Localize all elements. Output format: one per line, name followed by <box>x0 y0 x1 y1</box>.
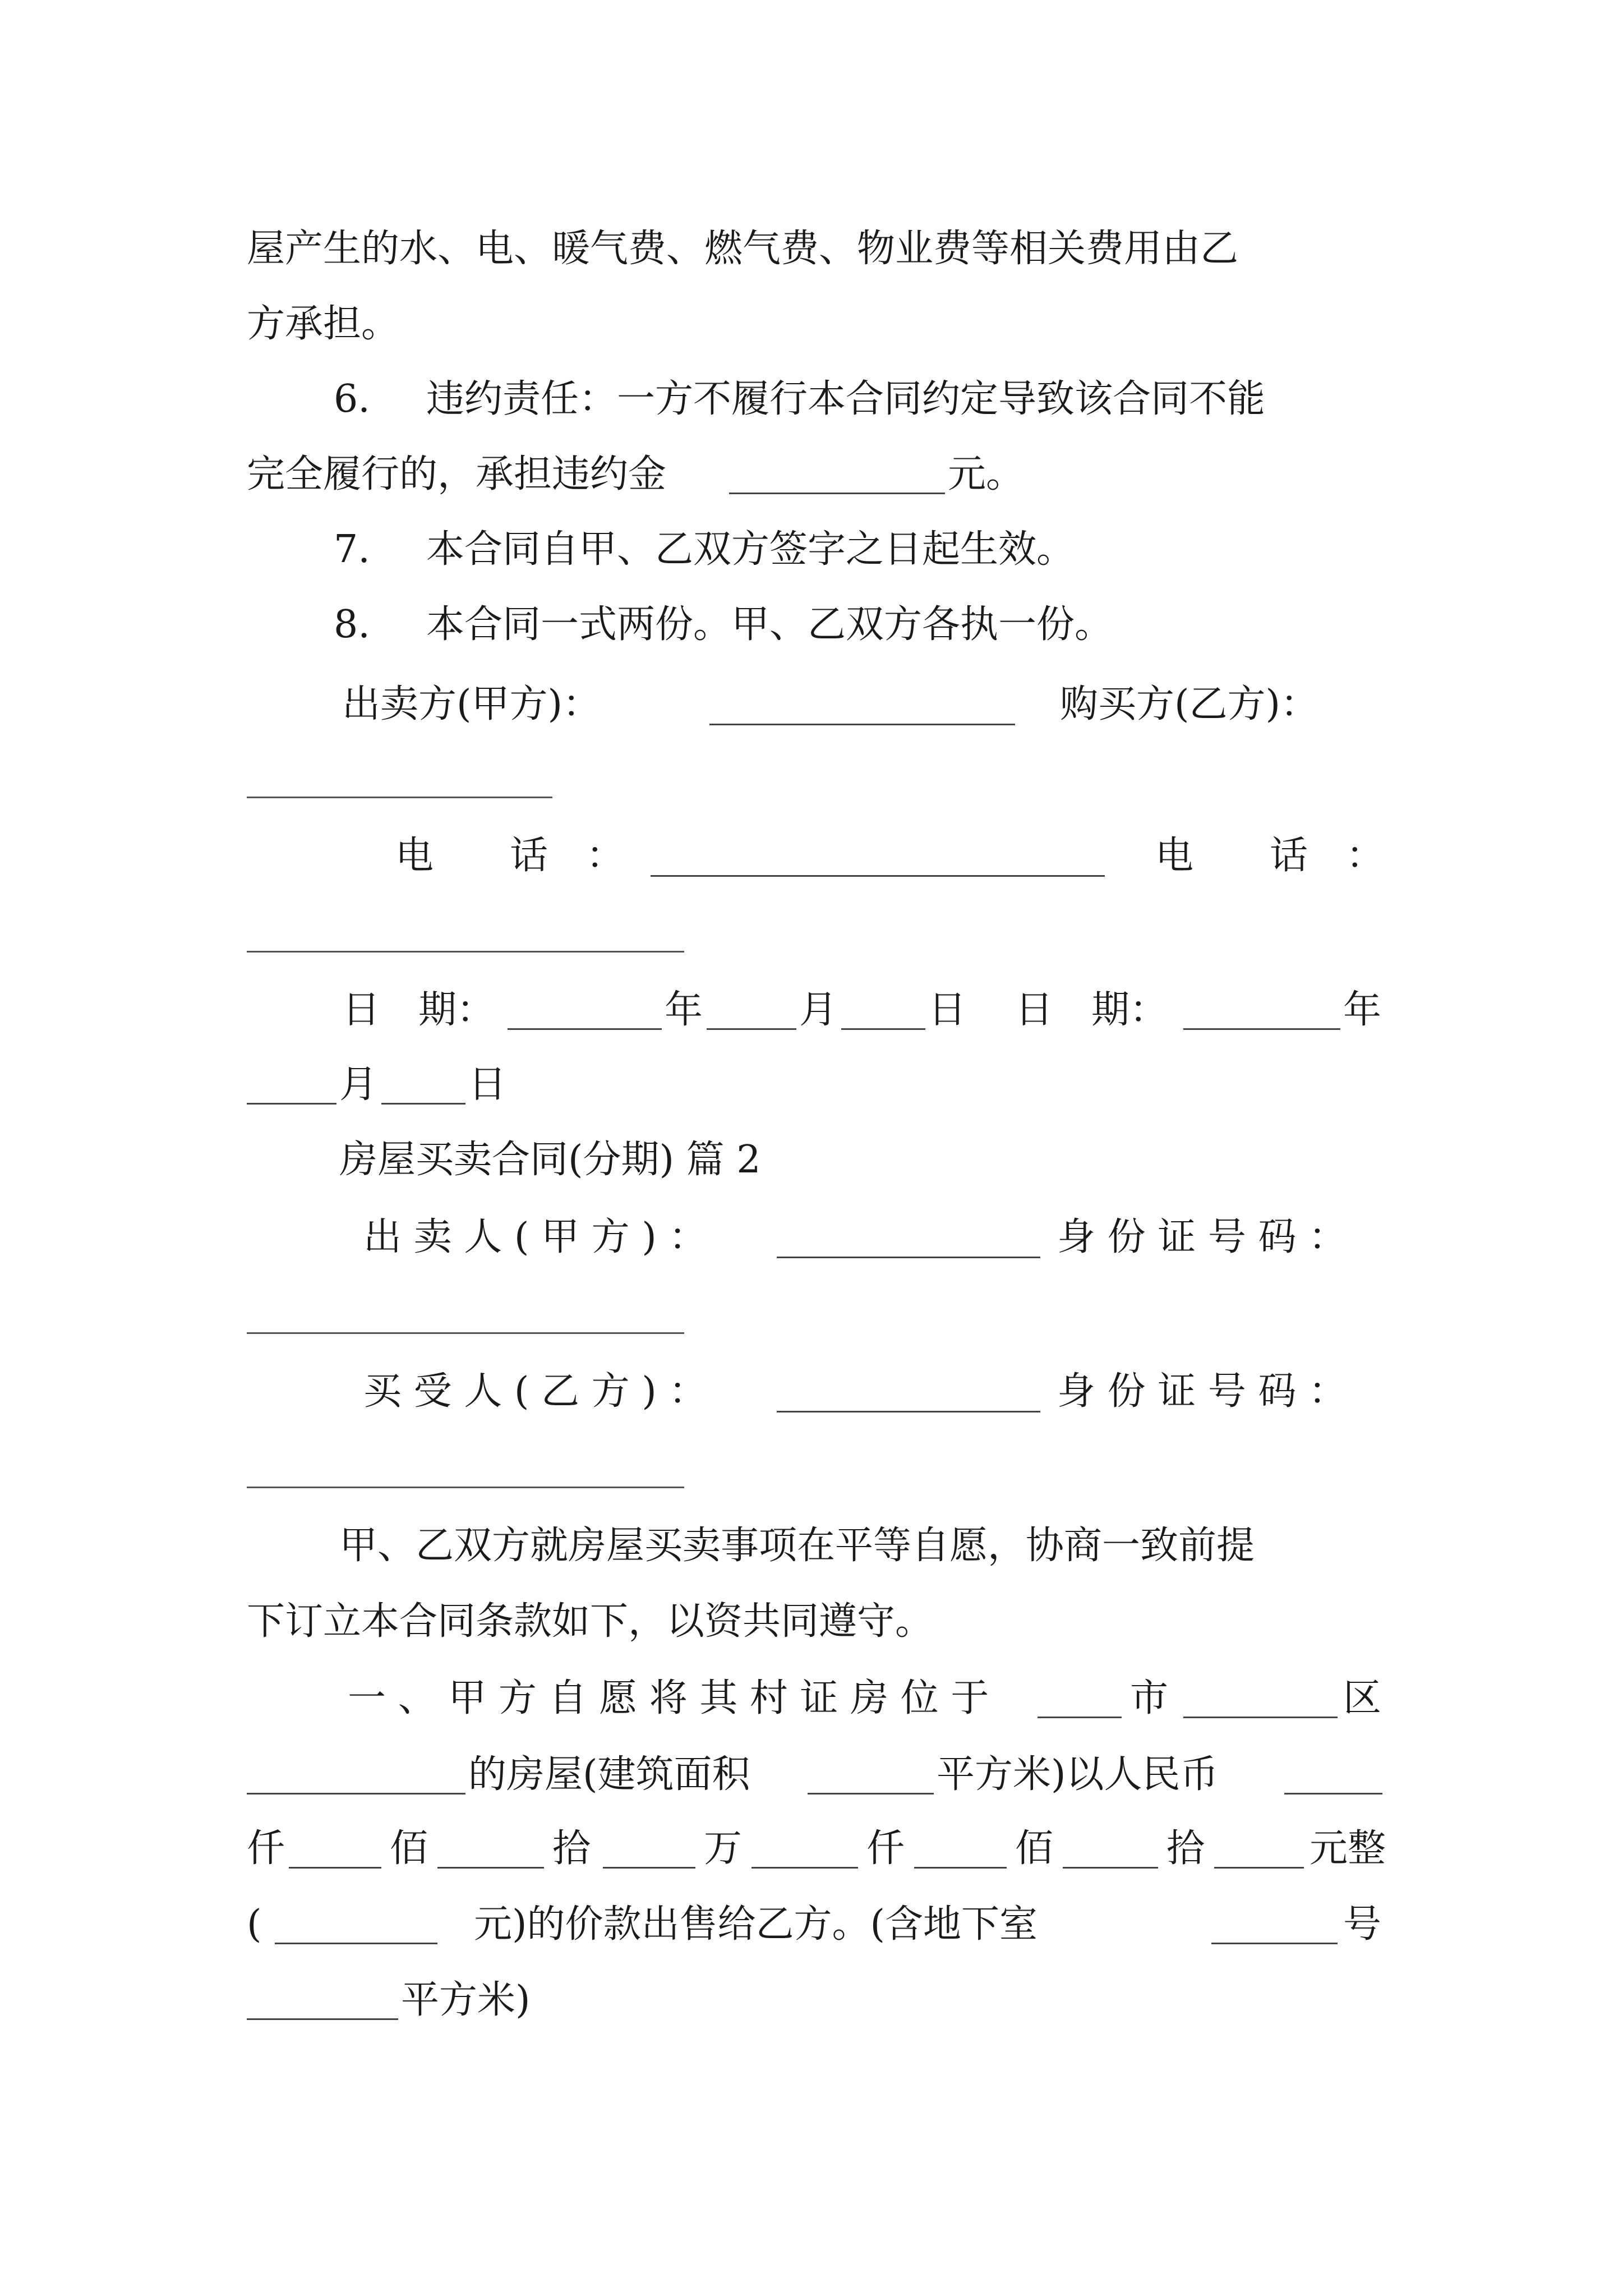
body-text: 本合同一式两份。甲、乙双方各执一份。 <box>426 602 1113 647</box>
clause-number: 6. <box>334 377 370 421</box>
body-text: 违约责任：一方不履行本合同约定导致该合同不能 <box>426 377 1266 421</box>
body-text: 屋产生的水、电、暖气费、燃气费、物业费等相关费用由乙 <box>247 227 1239 271</box>
city-label: 市 <box>1130 1676 1169 1720</box>
hao-label: 号 <box>1343 1902 1382 1947</box>
body-text: 方承担。 <box>247 302 400 346</box>
seller-id-blank[interactable] <box>247 1332 684 1334</box>
year-label: 年 <box>1343 988 1382 1032</box>
body-text: 一 、 甲 方 自 愿 将 其 村 证 房 位 于 <box>348 1676 989 1720</box>
amount-blank[interactable] <box>914 1867 1007 1869</box>
district-blank[interactable] <box>1183 1717 1338 1718</box>
body-text: 元。 <box>948 452 1025 496</box>
day-blank[interactable] <box>841 1028 925 1030</box>
buyer-id-blank[interactable] <box>247 1487 684 1488</box>
year-label: 年 <box>665 988 703 1032</box>
body-text: 完全履行的，承担违约金 <box>247 452 667 496</box>
amount-blank[interactable] <box>437 1867 544 1869</box>
seller-blank[interactable] <box>709 724 1015 725</box>
day-blank[interactable] <box>381 1103 465 1105</box>
seller-name-blank[interactable] <box>777 1257 1040 1258</box>
day-label: 日 <box>928 988 967 1032</box>
wan-label: 万 <box>704 1826 743 1871</box>
seller-phone-blank[interactable] <box>651 875 1105 877</box>
body-text: 平方米) <box>401 1978 531 2022</box>
buyer-blank[interactable] <box>247 797 552 798</box>
seller-label: 出卖方(甲方)： <box>342 682 601 726</box>
year-blank[interactable] <box>1183 1028 1340 1030</box>
amount-blank[interactable] <box>1214 1867 1304 1869</box>
id-label: 身 份 证 号 码 ： <box>1057 1369 1347 1414</box>
clause-number: 8. <box>334 602 370 647</box>
clause-number: 7. <box>334 527 370 572</box>
date-label: 日 期： <box>342 988 495 1032</box>
yuan-zheng-label: 元整 <box>1310 1826 1386 1871</box>
date-label: 日 期： <box>1015 988 1168 1032</box>
city-blank[interactable] <box>1038 1717 1122 1718</box>
buyer-label: 购买方(乙方)： <box>1060 682 1319 726</box>
district-label: 区 <box>1343 1676 1382 1720</box>
month-label: 月 <box>799 988 838 1032</box>
shi-label: 拾 <box>552 1826 591 1871</box>
price-blank[interactable] <box>1284 1793 1382 1795</box>
amount-blank[interactable] <box>751 1867 858 1869</box>
seller2-label: 出 卖 人 ( 甲 方 ) ： <box>363 1215 707 1259</box>
body-text: 甲、乙双方就房屋买卖事项在平等自愿，协商一致前提 <box>339 1524 1255 1568</box>
month-blank[interactable] <box>247 1103 336 1105</box>
body-text: 下订立本合同条款如下，以资共同遵守。 <box>247 1599 934 1644</box>
body-text: 元)的价款出售给乙方。(含地下室 <box>474 1902 1038 1947</box>
buyer-phone-blank[interactable] <box>247 951 684 953</box>
paren-open: ( <box>247 1902 262 1947</box>
day-label: 日 <box>468 1062 507 1107</box>
amount-blank[interactable] <box>289 1867 381 1869</box>
year-blank[interactable] <box>508 1028 662 1030</box>
buyer2-label: 买 受 人 ( 乙 方 ) ： <box>363 1369 707 1414</box>
qian-label: 仟 <box>866 1826 905 1871</box>
area-blank[interactable] <box>808 1793 934 1795</box>
amount-blank[interactable] <box>1063 1867 1158 1869</box>
address-blank[interactable] <box>247 1793 465 1795</box>
bai-label: 佰 <box>390 1826 428 1871</box>
shi-label: 拾 <box>1166 1826 1205 1871</box>
amount-figure-blank[interactable] <box>275 1943 437 1944</box>
month-label: 月 <box>339 1062 378 1107</box>
phone-label: 电 话 ： <box>1155 834 1385 878</box>
amount-blank[interactable] <box>603 1867 695 1869</box>
basement-number-blank[interactable] <box>1211 1943 1338 1944</box>
penalty-blank[interactable] <box>729 493 945 494</box>
phone-label: 电 话 ： <box>395 834 625 878</box>
body-text: 的房屋(建筑面积 <box>468 1752 750 1797</box>
month-blank[interactable] <box>707 1028 796 1030</box>
qian-label: 仟 <box>247 1826 285 1871</box>
basement-area-blank[interactable] <box>247 2018 398 2020</box>
id-label: 身 份 证 号 码 ： <box>1057 1215 1347 1259</box>
section-2-title: 房屋买卖合同(分期) 篇 2 <box>339 1138 761 1182</box>
bai-label: 佰 <box>1015 1826 1054 1871</box>
body-text: 平方米)以人民币 <box>937 1752 1219 1797</box>
buyer-name-blank[interactable] <box>777 1411 1040 1412</box>
body-text: 本合同自甲、乙双方签字之日起生效。 <box>426 527 1075 572</box>
